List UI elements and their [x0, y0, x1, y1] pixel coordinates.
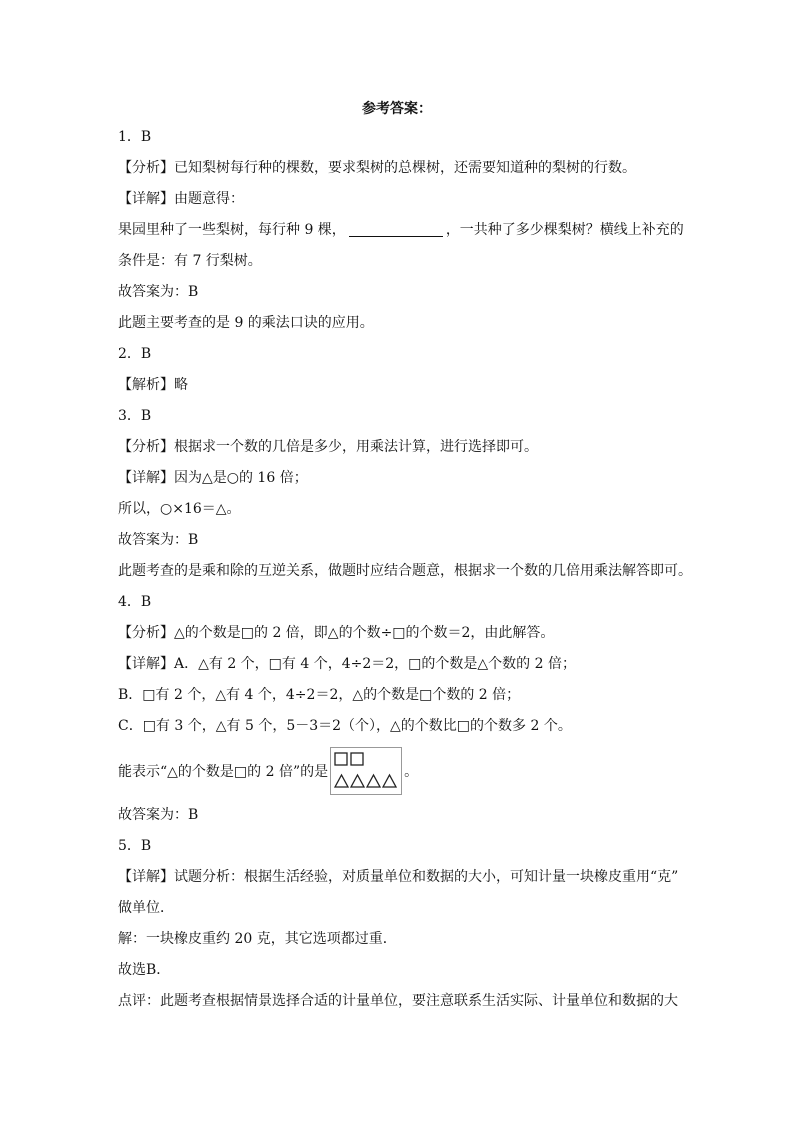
text-line: 【解析】略: [118, 377, 188, 393]
text-line: 【分析】△的个数是□的 2 倍，即△的个数÷□的个数＝2，由此解答。: [118, 625, 555, 641]
text-line: 做单位．: [118, 900, 174, 916]
shapes-figure: [330, 747, 402, 795]
squares-triangles-icon: [331, 748, 401, 794]
page-title: 参考答案：: [362, 101, 432, 117]
text-segment: 能表示“△的个数是□的 2 倍”的是: [118, 764, 329, 780]
text-line: 故答案为：B: [118, 532, 199, 548]
text-line: 故答案为：B: [118, 807, 199, 823]
text-line: C．□有 3 个，△有 5 个，5－3＝2（个），△的个数比□的个数多 2 个。: [118, 718, 572, 734]
text-line: 故选B．: [118, 962, 171, 978]
figure-line: [118, 742, 678, 800]
text-line: 此题考查的是乘和除的互逆关系，做题时应结合题意，根据求一个数的几倍用乘法解答即可。: [118, 563, 692, 579]
text-line: 【详解】由题意得：: [118, 191, 244, 207]
text-line: B．□有 2 个，△有 4 个，4÷2＝2，△的个数是□个数的 2 倍；: [118, 687, 521, 703]
text-line: 所以，○×16＝△。: [118, 501, 241, 517]
text-line: 3．B: [118, 408, 152, 424]
text-segment: ，一共种了多少棵梨树？横线上补充的: [445, 222, 684, 238]
text-line: 解：一块橡皮重约 20 克，其它选项都过重．: [118, 931, 397, 947]
text-line: 条件是：有 7 行梨树。: [118, 253, 262, 269]
text-line: 此题主要考查的是 9 的乘法口诀的应用。: [118, 315, 374, 331]
text-line: 【分析】已知梨树每行种的棵数，要求梨树的总棵树，还需要知道种的梨树的行数。: [118, 160, 636, 176]
text-segment: 。: [404, 764, 419, 780]
text-line: 【详解】试题分析：根据生活经验，对质量单位和数据的大小，可知计量一块橡皮重用“克”: [118, 869, 679, 885]
text-line: 点评：此题考查根据情景选择合适的计量单位，要注意联系生活实际、计量单位和数据的大: [118, 993, 678, 1009]
text-line: 【分析】根据求一个数的几倍是多少，用乘法计算，进行选择即可。: [118, 439, 538, 455]
fill-in-blank: [349, 222, 443, 237]
answer-content: [118, 122, 692, 1017]
text-segment: 果园里种了一些梨树，每行种 9 棵，: [118, 222, 346, 238]
text-line: 4．B: [118, 594, 152, 610]
text-line: 2．B: [118, 346, 152, 362]
text-line-with-blank: [118, 215, 684, 246]
text-line: 故答案为：B: [118, 284, 199, 300]
text-line: 1．B: [118, 129, 152, 145]
text-line: 【详解】因为△是○的 16 倍；: [118, 470, 308, 486]
text-line: 【详解】A．△有 2 个，□有 4 个，4÷2＝2，□的个数是△个数的 2 倍；: [118, 656, 576, 672]
text-line: 5．B: [118, 838, 152, 854]
